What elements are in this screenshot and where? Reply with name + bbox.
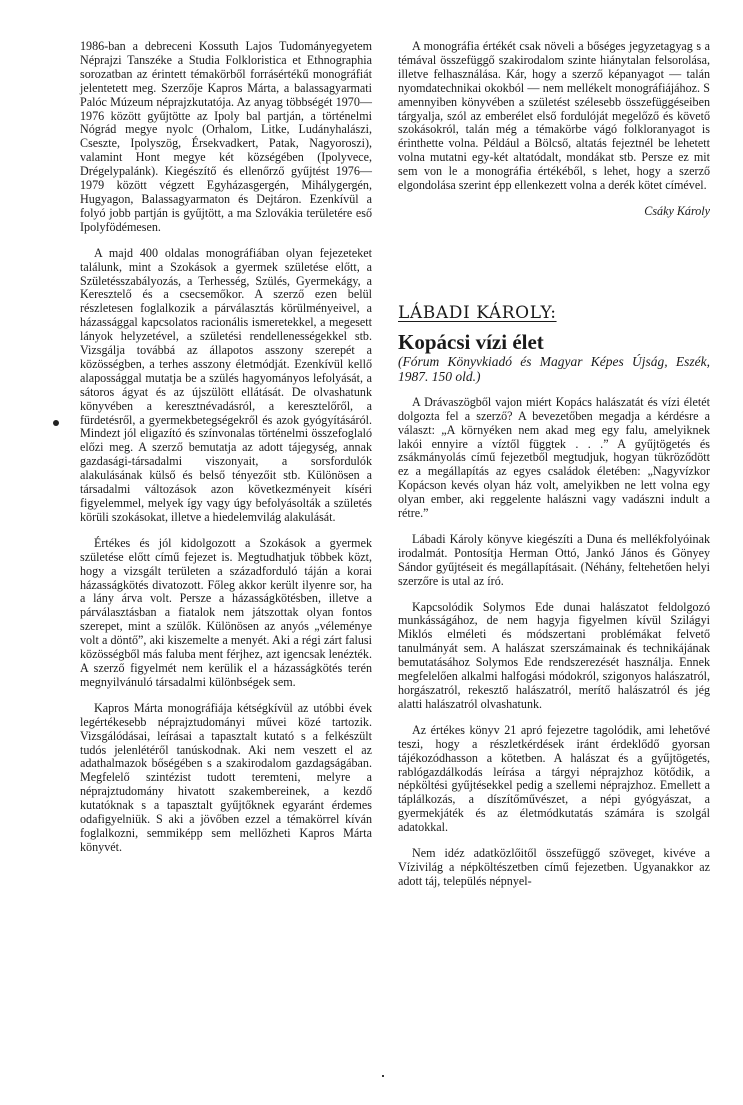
- print-speck: [382, 1075, 384, 1077]
- left-paragraph-1: 1986-ban a debreceni Kossuth Lajos Tudományegyetem Néprajzi Tanszéke a Studia Folkloristica et Ethnographia sorozatban az érintett témakörből forrásértékű monográfiát jelentetett meg. Szerzője Kapros Márta, a balassagyarmati Palóc Múzeum néprajzkutatója. Az anyag többségét 1970—1976 között gyűjtötte az Ipoly bal partján, a történelmi Nógrád megye nyolc (Orhalom, Litke, Ludányhalászi, Cseszte, Ipolyszög, Érsekvadkert, Patak, Nagyoroszi), valamint Hont megye két községében (Ipolyvece, Drégelypalánk). Kiegészítő és ellenőrző gyűjtést 1976—1979 között végzett Egyházasgergén, Mihálygergén, Hugyagon, Balassagyarmaton és Dejtáron. Ezenkívül a folyó jobb partján is gyűjtött, a ma Szlovákia területére eső Ipolyfödémesen.: [80, 39, 372, 234]
- left-column: [80, 40, 372, 867]
- right-paragraph-1: A Drávaszögből vajon miért Kopács halászatát és vízi életét dolgozta fel a szerző? A bevezetőben megadja a kérdésre a választ: „A környéken nem akad meg egy falu, amelyiknek lakói ennyire a víztől függtek . . .” A gyűjtögetés és zsákmányolás című fejezetből megtudjuk, hogyan tükröződött ez a megállapítás az egyes családok életében: „Nagyvízkor Kopácson kevés olyan ház volt, amelyikben ne lett volna egy olyan ember, aki reggelente halászni vagy vadászni indult a rétre.”: [398, 394, 710, 521]
- left-paragraph-4: Kapros Márta monográfiája kétségkívül az utóbbi évek legértékesebb néprajztudományi művei közé tartozik. Vizsgálódásai, leírásai a tapasztalt kutató s a felkészült tudós jelenlétéről tanúskodnak. Aki nem veszett el az adathalmazok bőségében s a szakirodalom gazdagságában. Megfelelő szintézist tudott teremteni, melyre a néprajztudomány hivatott szakembereinek, a kezdő kutatóknak s a tapasztalt gyűjtőknek egyaránt érdemes odafigyelniük. S aki a jövőben ezzel a témakörrel kíván foglalkozni, semmiképp sem mellőzheti Kapros Márta könyvét.: [80, 700, 372, 854]
- review-author-heading: LÁBADI KÁROLY:: [398, 302, 557, 323]
- review-signature: Csáky Károly: [644, 203, 710, 218]
- right-intro-paragraph: A monográfia értékét csak növeli a bőséges jegyzetagyag s a témával összefüggő szakirodalom szinte hiánytalan felsorolása, illetve felhasználása. Kár, hogy a szerző képanyagot — talán nyomdatechnikai okokból — nem mellékelt monográfiájához. S amennyiben könyvében a születést szélesebb összefüggéseiben tárgyalja, szól az emberélet első fordulóját megelőző és követő szokásokról, talán még a témakörbe vágó folkloranyagot is érinthette volna. Például a Bölcső, altatás fejeztnél be lehetett volna mutatni egy-két altatódalt, mondákat stb. Persze ez mit sem von le a monográfia értékéből, s lehet, hogy a szerző elgondolása szerint épp ellenkezett volna a derék kötet címével.: [398, 39, 710, 193]
- right-paragraph-2: Lábadi Károly könyve kiegészíti a Duna és mellékfolyóinak irodalmát. Pontosítja Herman Ottó, Jankó János és Gönyey Sándor gyűjtéseit és megállapításait. (Néhány, feltehetően helyi szerzőre is utal az író.: [398, 531, 710, 588]
- left-paragraph-2: A majd 400 oldalas monográfiában olyan fejezeteket találunk, mint a Szokások a gyermek születése előtt, a Születésszabályozás, a Terhesség, Szülés, Gyermekágy, a Keresztelő és a csecsemőkor. A szerző ezen belül részletesen foglalkozik a párválasztás körülményeivel, a házassággal kapcsolatos racionális ismeretekkel, a megesett lányok helyzetével, a születési rendellenességekkel stb. Vizsgálja továbbá az állapotos asszony szerepét a közösségben, a terhes asszony életmódját. Ezenkívül kellő alapossággal mutatja be a szülés hagyományos lefolyását, a sátoros ágyat és az újszülött ellátását. De olvashatunk könyvében a keresztnévadásról, a keresztelőről, a fürdetésről, a gyermekbetegségekről és azok gyógyításáról. Mindezt jól eligazító és színvonalas történelmi összefoglaló előzi meg. A szerző bemutatja az adott tájegység, annak gazdasági-társadalmi viszonyait, a sorsfordulók alakulásának külső és belső tényezőit stb. Különösen a társadalmi változások azon következményeit kíséri figyelemmel, melyek így vagy úgy befolyásolták a születés körüli szokásokat, illetve a hiedelemvilág alakulását.: [80, 245, 372, 524]
- right-paragraph-4: Az értékes könyv 21 apró fejezetre tagolódik, ami lehetővé teszi, hogy a részletkérdések iránt érdeklődő gyorsan tájékozódhasson a kötetben. A halászat és a gyűjtögetés, rablógazdálkodás leírása a tárgyi néprajzhoz kötődik, a népköltési gyűjtésekkel pedig a szellemi néprajzhoz. Emellett a táplálkozás, a díszítőművészet, a népi gyógyászat, a gyermekjáték és az életmódkutatás számára is szolgál adatokkal.: [398, 722, 710, 835]
- left-paragraph-3: Értékes és jól kidolgozott a Szokások a gyermek születése előtt című fejezet is. Megtudhatjuk többek közt, hogy a vizsgált területen a századforduló táján a korai házasságkötés divatozott. Főleg akkor került ilyenre sor, ha a lány árva volt. Persze a házasságkötésben, illetve a párválasztásban a fiatalok nem játszottak olyan fontos szerepet, mint a szülők. Különösen az anyós „véleménye volt a döntő”, aki kiszemelte a menyét. Aki a régi zárt falusi közösségből más faluba ment férjhez, azt igencsak lenézték. A szerző figyelmét nem kerülik el a házasságkötés terén megnyilvánuló társadalmi különbségek sem.: [80, 535, 372, 689]
- book-title: Kopácsi vízi élet: [398, 329, 544, 354]
- right-paragraph-3: Kapcsolódik Solymos Ede dunai halászatot feldolgozó munkásságához, de nem hagyja figyelmen kívül Szilágyi Miklós elméleti és módszertani problémákat felvető tanulmányát sem. A halászat szerszámainak és technikájának bemutatásához Solymos Ede rendszerezését használja. Ennek megfelelően alkalmi halfogási módokról, szigonyos halászatról, horgászatról, rekesztő halászatról, merítő halászatról és jég alatti halászatról olvashatunk.: [398, 599, 710, 711]
- margin-bullet-mark: [53, 420, 59, 426]
- right-paragraph-5: Nem idéz adatközlőitől összefüggő szöveget, kivéve a Vízivilág a népköltészetben című fejezetben. Ugyanakkor az adott táj, település népnyel-: [398, 846, 710, 888]
- right-column: [398, 40, 710, 901]
- book-publication-info: (Fórum Könyvkiadó és Magyar Képes Újság, Eszék, 1987. 150 old.): [398, 353, 710, 384]
